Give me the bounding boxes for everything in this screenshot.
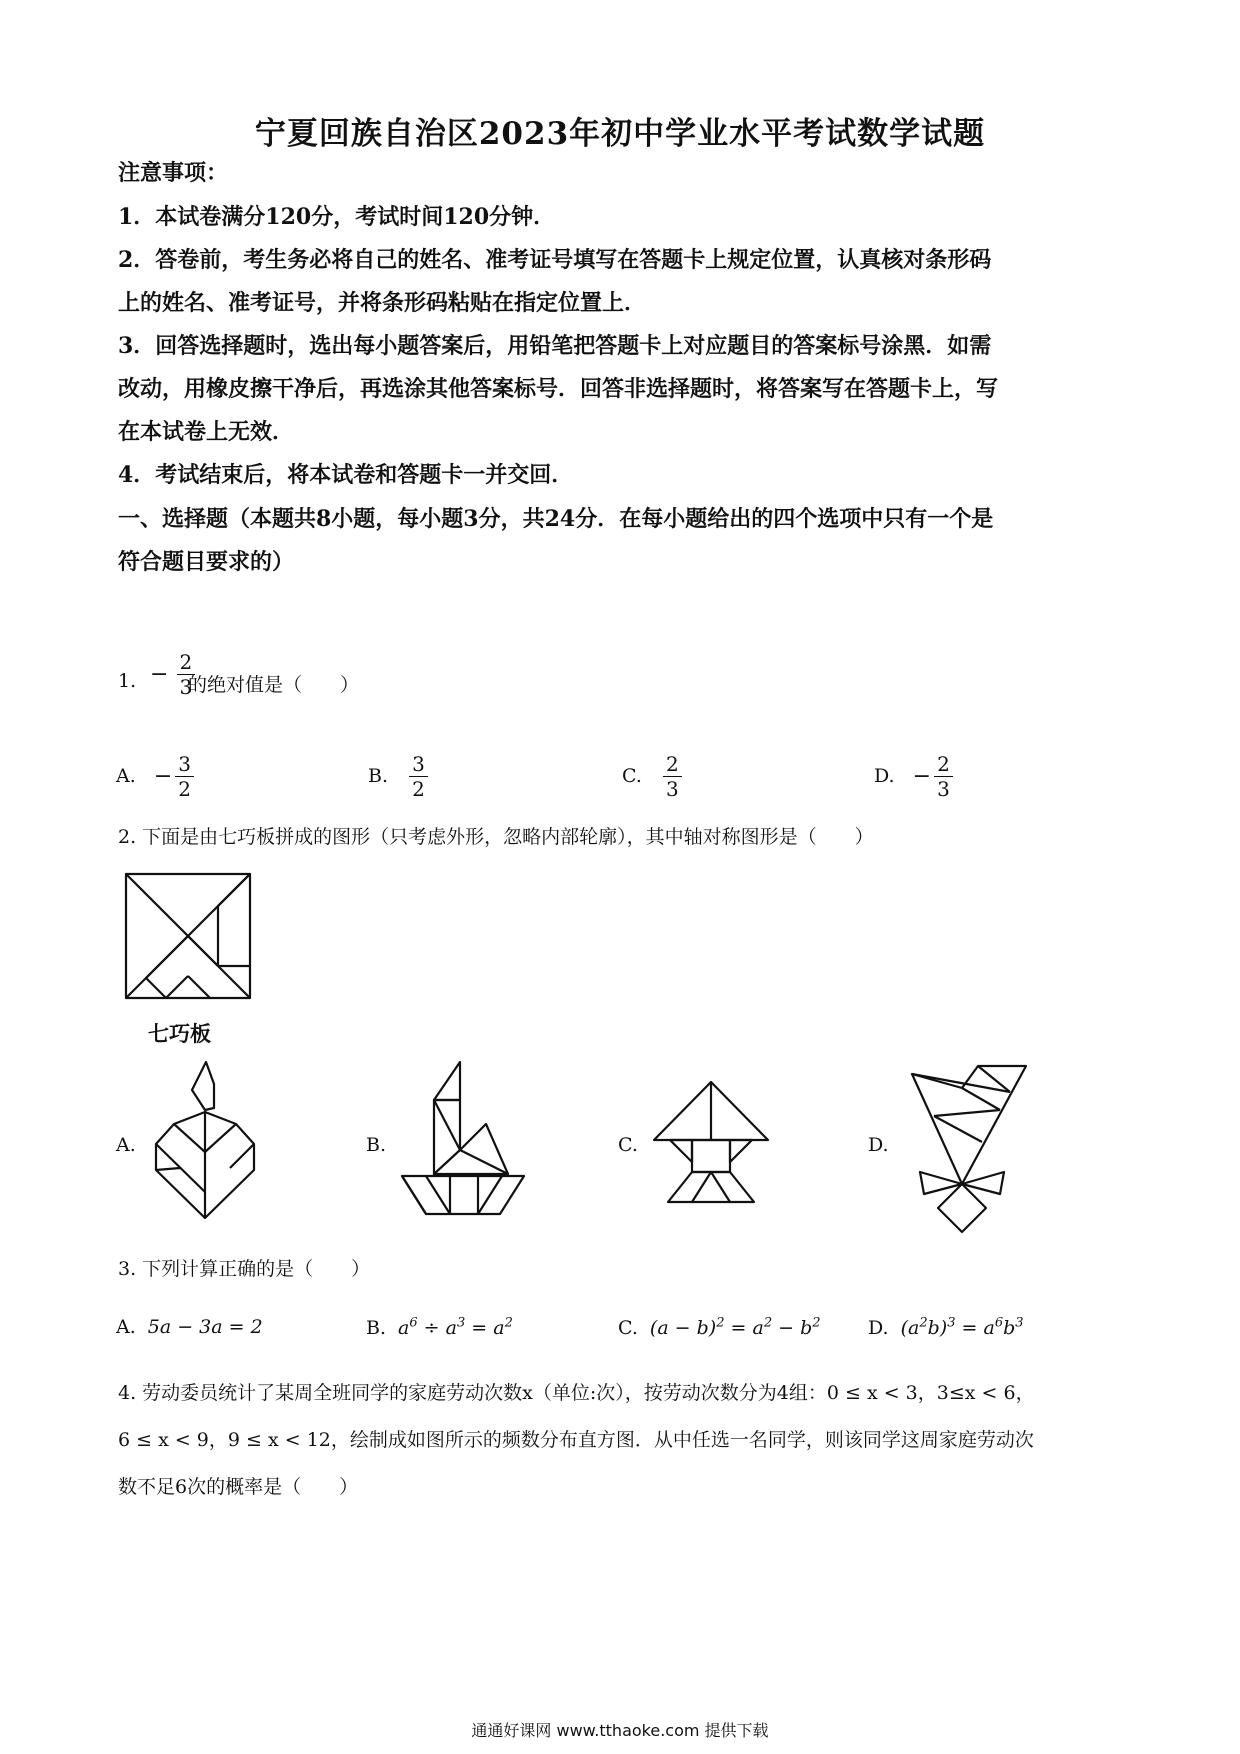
q3-d-lhs: (a bbox=[900, 1317, 920, 1340]
q1-minus-sign: − bbox=[150, 662, 169, 687]
q1-option-c-label: C. bbox=[622, 764, 642, 787]
q3-c-exp-1: 2 bbox=[716, 1316, 725, 1331]
q3-option-a-label: A. bbox=[116, 1316, 136, 1338]
q3-b-exp-1: 6 bbox=[409, 1316, 418, 1331]
notice-item-1: 1．本试卷满分120分，考试时间120分钟． bbox=[118, 204, 556, 230]
q3-b-base-1: a bbox=[398, 1317, 410, 1340]
notice-item-3-line-1: 3．回答选择题时，选出每小题答案后，用铅笔把答题卡上对应题目的答案标号涂黑．如需 bbox=[118, 333, 992, 359]
q1-fraction-denominator: 3 bbox=[179, 675, 193, 699]
notice-heading: 注意事项： bbox=[118, 160, 229, 186]
q3-option-b[interactable] bbox=[366, 1316, 513, 1339]
q4-stem-line-2: 6 ≤ x < 9，9 ≤ x < 12，绘制成如图所示的频数分布直方图．从中任选一名同学，则该同学这周家庭劳动次 bbox=[118, 1429, 1034, 1451]
q1-option-b-label: B. bbox=[368, 764, 389, 787]
tangram-square-figure bbox=[124, 872, 254, 1002]
q3-option-a[interactable] bbox=[116, 1316, 263, 1338]
page-footer: 通通好课网 www.tthaoke.com 提供下载 bbox=[471, 1721, 769, 1740]
q3-c-rhs-1: = a bbox=[724, 1317, 764, 1340]
q3-option-c[interactable] bbox=[618, 1316, 821, 1339]
q1-option-d-numerator: 2 bbox=[934, 752, 953, 777]
q3-d-exp-1: 2 bbox=[919, 1316, 928, 1331]
q3-c-rhs-2: − b bbox=[772, 1317, 813, 1340]
q1-option-a-numerator: 3 bbox=[175, 752, 194, 777]
notice-item-2-line-2: 上的姓名、准考证号，并将条形码粘贴在指定位置上． bbox=[118, 290, 647, 316]
q1-option-a-fraction bbox=[175, 752, 194, 801]
q1-option-d-fraction bbox=[934, 752, 953, 801]
q3-b-exp-3: 2 bbox=[504, 1316, 513, 1331]
section-1-heading-line-2: 符合题目要求的） bbox=[118, 549, 295, 575]
q1-option-a-sign: − bbox=[153, 764, 173, 789]
notice-item-4: 4．考试结束后，将本试卷和答题卡一并交回． bbox=[118, 462, 574, 488]
notice-item-2-line-1: 2．答卷前，考生务必将自己的姓名、准考证号填写在答题卡上规定位置，认真核对条形码 bbox=[118, 247, 992, 273]
q3-d-exp-4: 3 bbox=[1015, 1316, 1024, 1331]
q2-option-a-figure[interactable] bbox=[150, 1062, 260, 1222]
q1-option-b-fraction bbox=[409, 752, 428, 801]
q3-option-d-expression bbox=[901, 1317, 1024, 1339]
section-1-heading-line-1: 一、选择题（本题共8小题，每小题3分，共24分．在每小题给出的四个选项中只有一个是 bbox=[118, 506, 994, 532]
q3-d-rhs-2: b bbox=[1003, 1317, 1016, 1340]
q1-option-d-sign: − bbox=[912, 764, 932, 789]
q3-d-rhs-1: = a bbox=[955, 1317, 995, 1340]
page-title: 宁夏回族自治区2023年初中学业水平考试数学试题 bbox=[254, 116, 986, 152]
notice-item-3-line-2: 改动，用橡皮擦干净后，再选涂其他答案标号．回答非选择题时，将答案写在答题卡上，写 bbox=[118, 376, 999, 402]
q1-option-c-fraction bbox=[663, 752, 682, 801]
q3-option-c-label: C. bbox=[618, 1317, 638, 1340]
q2-stem: 2. 下面是由七巧板拼成的图形（只考虑外形，忽略内部轮廓），其中轴对称图形是（ ） bbox=[118, 826, 874, 848]
q2-option-d-figure[interactable] bbox=[904, 1062, 1034, 1234]
q3-option-a-expression: 5a − 3a = 2 bbox=[147, 1316, 263, 1338]
q3-option-d-label: D. bbox=[868, 1317, 889, 1340]
q1-option-c[interactable] bbox=[622, 752, 685, 801]
q1-option-d[interactable] bbox=[874, 752, 956, 801]
q3-b-exp-2: 3 bbox=[456, 1316, 466, 1331]
q1-option-b-denominator: 2 bbox=[412, 777, 425, 801]
q1-option-a-label: A. bbox=[116, 764, 136, 787]
q3-b-op: ÷ bbox=[417, 1317, 446, 1340]
q3-b-base-2: a bbox=[445, 1317, 457, 1340]
q3-d-exp-3: 6 bbox=[994, 1316, 1004, 1331]
q1-option-d-label: D. bbox=[874, 764, 895, 787]
q1-option-a[interactable] bbox=[116, 752, 197, 801]
q3-option-c-expression bbox=[650, 1317, 821, 1339]
notice-item-3-line-3: 在本试卷上无效． bbox=[118, 419, 295, 445]
q3-option-b-expression bbox=[398, 1317, 513, 1339]
q1-option-a-denominator: 2 bbox=[178, 777, 191, 801]
q3-d-exp-2: 3 bbox=[947, 1316, 956, 1331]
q1-option-c-numerator: 2 bbox=[663, 752, 682, 777]
q3-b-eq: = a bbox=[465, 1317, 505, 1340]
q1-stem-text: 的绝对值是（ ） bbox=[188, 674, 360, 696]
q3-c-exp-3: 2 bbox=[812, 1316, 821, 1331]
q3-option-d[interactable] bbox=[868, 1316, 1024, 1339]
q4-stem-line-1: 4. 劳动委员统计了某周全班同学的家庭劳动次数x（单位:次），按劳动次数分为4组：0 ≤ x < 3，3≤x < 6， bbox=[118, 1382, 1035, 1404]
q3-d-mid: b) bbox=[927, 1317, 948, 1340]
q1-option-d-denominator: 3 bbox=[937, 777, 950, 801]
tangram-caption: 七巧板 bbox=[148, 1022, 211, 1046]
q4-stem-line-3: 数不足6次的概率是（ ） bbox=[118, 1476, 359, 1498]
q3-stem: 3. 下列计算正确的是（ ） bbox=[118, 1258, 371, 1280]
q2-option-b-label[interactable]: B. bbox=[366, 1134, 387, 1156]
q1-fraction-numerator: 2 bbox=[177, 650, 196, 675]
q3-c-lhs: (a − b) bbox=[649, 1317, 717, 1340]
q2-option-c-figure[interactable] bbox=[650, 1078, 772, 1206]
q1-option-c-denominator: 3 bbox=[665, 777, 679, 801]
q1-option-b[interactable] bbox=[368, 752, 431, 801]
q3-option-b-label: B. bbox=[366, 1317, 387, 1340]
q2-option-b-figure[interactable] bbox=[398, 1062, 528, 1222]
q3-c-exp-2: 2 bbox=[763, 1316, 773, 1331]
q1-number: 1. bbox=[118, 670, 137, 692]
q2-option-c-label[interactable]: C. bbox=[618, 1134, 638, 1156]
q2-option-d-label[interactable]: D. bbox=[868, 1134, 889, 1156]
q2-option-a-label[interactable]: A. bbox=[116, 1134, 136, 1156]
q1-option-b-numerator: 3 bbox=[409, 752, 428, 777]
